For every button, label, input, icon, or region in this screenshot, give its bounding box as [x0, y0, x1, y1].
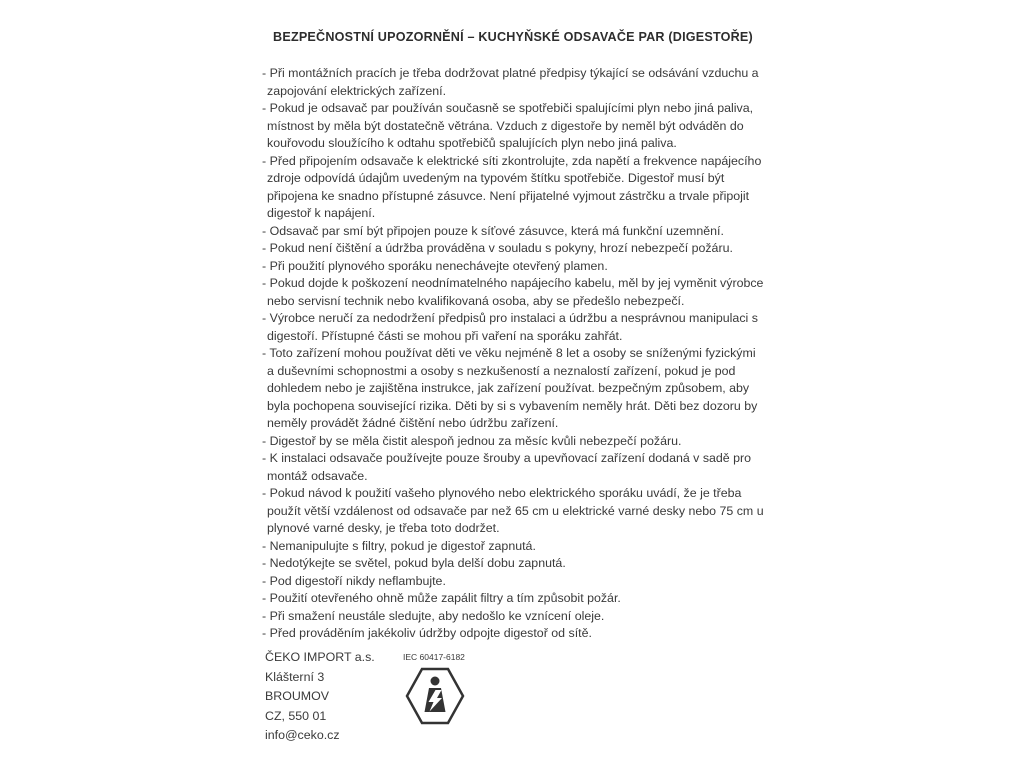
list-item: - Pokud dojde k poškození neodnímatelného napájecího kabelu, měl by jej vyměnit výrobce nebo servisní technik nebo kvalifikovaná osoba, aby se předešlo nebezpečí.: [262, 276, 764, 308]
company-address-line: CZ, 550 01: [265, 708, 327, 723]
list-item: - Pokud je odsavač par používán současně se spotřebiči spalujícími plyn nebo jiná paliva, místnost by měla být dostatečně větrána. Vzduch z digestoře by neměl být odváděn do kouřovodu sloužícího k odtahu spotřebičů spalujících plyn nebo jiná paliva.: [262, 101, 754, 150]
list-item: - Nemanipulujte s filtry, pokud je digestoř zapnutá.: [262, 538, 536, 553]
list-item: - Odsavač par smí být připojen pouze k síťové zásuvce, která má funkční uzemnění.: [262, 223, 724, 238]
list-item: - Pokud návod k použití vašeho plynového nebo elektrického sporáku uvádí, že je třeba použít větší vzdálenost od odsavače par než 65 cm u elektrické varné desky nebo 75 cm u plynové varné desky, je třeba toto dodržet.: [262, 486, 764, 535]
list-item: - Použití otevřeného ohně může zapálit filtry a tím způsobit požár.: [262, 591, 621, 605]
list-item: - Pod digestoří nikdy neflambujte.: [262, 573, 446, 588]
safety-warning-list: [262, 65, 764, 643]
list-item: - Nedotýkejte se světel, pokud byla delší dobu zapnutá.: [262, 556, 566, 570]
document-content: [262, 30, 764, 643]
company-address-line: BROUMOV: [265, 689, 330, 704]
company-info-block: [265, 648, 375, 746]
list-item: - Před prováděním jakékoliv údržby odpojte digestoř od sítě.: [262, 626, 592, 640]
list-item: - Výrobce neručí za nedodržení předpisů pro instalaci a údržbu a nesprávnou manipulaci s digestoří. Přístupné části se mohou při vaření na sporáku zahřát.: [262, 311, 758, 343]
iec-symbol-label: IEC 60417-6182: [403, 652, 465, 662]
list-item: - Toto zařízení mohou používat děti ve věku nejméně 8 let a osoby se sníženými fyzickými a duševními schopnostmi a osoby s nezkušeností a neznalostí zařízení, pokud je pod dohledem nebo je zajištěna instrukce, jak zařízení používat. bezpečným způsobem, aby byla pochopena související rizika. Děti by si s vybavením neměly hrát. Děti bez dozoru by neměly provádět žádné čištění nebo údržbu zařízení.: [262, 346, 758, 430]
company-address-line: Klášterní 3: [265, 669, 325, 684]
iec-symbol-block: [403, 652, 473, 728]
list-item: - Pokud není čištění a údržba prováděna v souladu s pokyny, hrozí nebezpečí požáru.: [262, 241, 733, 255]
list-item: - Při montážních pracích je třeba dodržovat platné předpisy týkající se odsávání vzduchu a zapojování elektrických zařízení.: [262, 66, 759, 98]
page-title: BEZPEČNOSTNÍ UPOZORNĚNÍ – KUCHYŇSKÉ ODSAVAČE PAR (DIGESTOŘE): [273, 30, 753, 44]
list-item: - Digestoř by se měla čistit alespoň jednou za měsíc kvůli nebezpečí požáru.: [262, 433, 682, 448]
company-name: ČEKO IMPORT a.s.: [265, 650, 375, 664]
company-email: info@ceko.cz: [265, 728, 340, 743]
list-item: - K instalaci odsavače používejte pouze šrouby a upevňovací zařízení dodaná v sadě pro montáž odsavače.: [262, 451, 752, 483]
installation-by-skilled-person-icon: [403, 664, 467, 728]
list-item: - Při smažení neustále sledujte, aby nedošlo ke vznícení oleje.: [262, 608, 605, 623]
list-item: - Při použití plynového sporáku nenechávejte otevřený plamen.: [262, 258, 608, 273]
list-item: - Před připojením odsavače k elektrické síti zkontrolujte, zda napětí a frekvence napájecího zdroje odpovídá údajům uvedeným na typovém štítku spotřebiče. Digestoř musí být připojena ke snadno přístupné zásuvce. Není přijatelné vyjmout zástrčku a trvale připojit digestoř k napájení.: [262, 153, 762, 220]
